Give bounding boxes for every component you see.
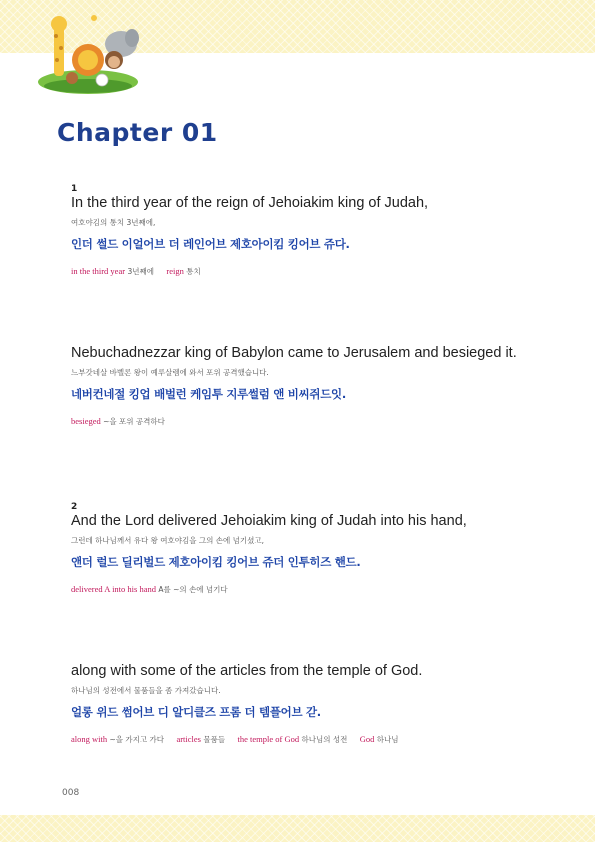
bottom-pattern-band — [0, 815, 595, 842]
vocab-term: along with — [71, 734, 108, 744]
korean-pronunciation: 앤더 럴드 딜리벌드 제호아이킴 킹어브 쥬더 인투히즈 핸드. — [71, 555, 361, 569]
vocab-meaning: 물품들 — [203, 735, 226, 744]
vocab-item — [238, 735, 348, 744]
english-sentence: In the third year of the reign of Jehoiakim king of Judah, — [71, 195, 429, 211]
english-sentence: And the Lord delivered Jehoiakim king of Judah into his hand, — [71, 513, 467, 529]
vocab-meaning: A를 ~의 손에 넘기다 — [158, 585, 228, 594]
vocab-meaning: 3년째에 — [127, 267, 154, 276]
vocab-item — [71, 585, 228, 594]
english-sentence: Nebuchadnezzar king of Babylon came to Jerusalem and besieged it. — [71, 345, 517, 361]
verse-number: 1 — [71, 184, 78, 194]
vocab-meaning: 하나님 — [376, 735, 399, 744]
korean-translation: 느부갓네살 바벨론 왕이 예루살렘에 와서 포위 공격했습니다. — [71, 368, 269, 377]
korean-translation: 그런데 하나님께서 유다 왕 여호야김을 그의 손에 넘기셨고, — [71, 536, 264, 545]
vocab-meaning: ~을 포위 공격하다 — [103, 417, 165, 426]
vocabulary-line — [71, 266, 551, 277]
vocab-term: the temple of God — [237, 734, 300, 744]
vocab-item — [71, 417, 165, 426]
verse-block — [71, 184, 551, 277]
vocab-meaning: ~을 가지고 가다 — [109, 735, 165, 744]
vocab-term: God — [359, 734, 375, 744]
vocabulary-line — [71, 584, 551, 595]
vocab-item — [71, 735, 164, 744]
vocab-term: besieged — [71, 416, 101, 426]
korean-pronunciation: 네버컨네절 킹업 배벌런 케임투 지루썰럼 앤 비씨쥐드잇. — [71, 387, 346, 401]
korean-translation: 하나님의 성전에서 물품들을 좀 가져갔습니다. — [71, 686, 221, 695]
chapter-title: Chapter 01 — [57, 118, 218, 147]
vocab-meaning: 하나님의 성전 — [301, 735, 348, 744]
animal-mascot-illustration — [36, 12, 146, 96]
english-sentence: along with some of the articles from the temple of God. — [71, 663, 423, 679]
vocab-item — [71, 267, 154, 276]
verse-block — [71, 662, 551, 745]
vocab-term: delivered A into his hand — [71, 584, 156, 594]
korean-pronunciation: 얼롱 위드 썸어브 디 알디클즈 프롬 더 템플어브 갇. — [71, 705, 321, 719]
vocab-term: reign — [166, 266, 184, 276]
vocab-meaning: 통치 — [186, 267, 201, 276]
korean-translation: 여호야김의 통치 3년째에, — [71, 218, 156, 227]
vocab-item — [360, 735, 399, 744]
vocab-term: in the third year — [71, 266, 126, 276]
vocab-item — [176, 735, 225, 744]
vocabulary-line — [71, 416, 551, 427]
vocabulary-line — [71, 734, 551, 745]
verse-block — [71, 344, 551, 427]
vocab-term: articles — [176, 734, 201, 744]
verse-number: 2 — [71, 502, 78, 512]
korean-pronunciation: 인더 썰드 이얼어브 더 레인어브 제호아이킴 킹어브 쥬다. — [71, 237, 350, 251]
verse-block — [71, 502, 551, 595]
page-number: 008 — [62, 788, 80, 798]
vocab-item — [166, 267, 200, 276]
